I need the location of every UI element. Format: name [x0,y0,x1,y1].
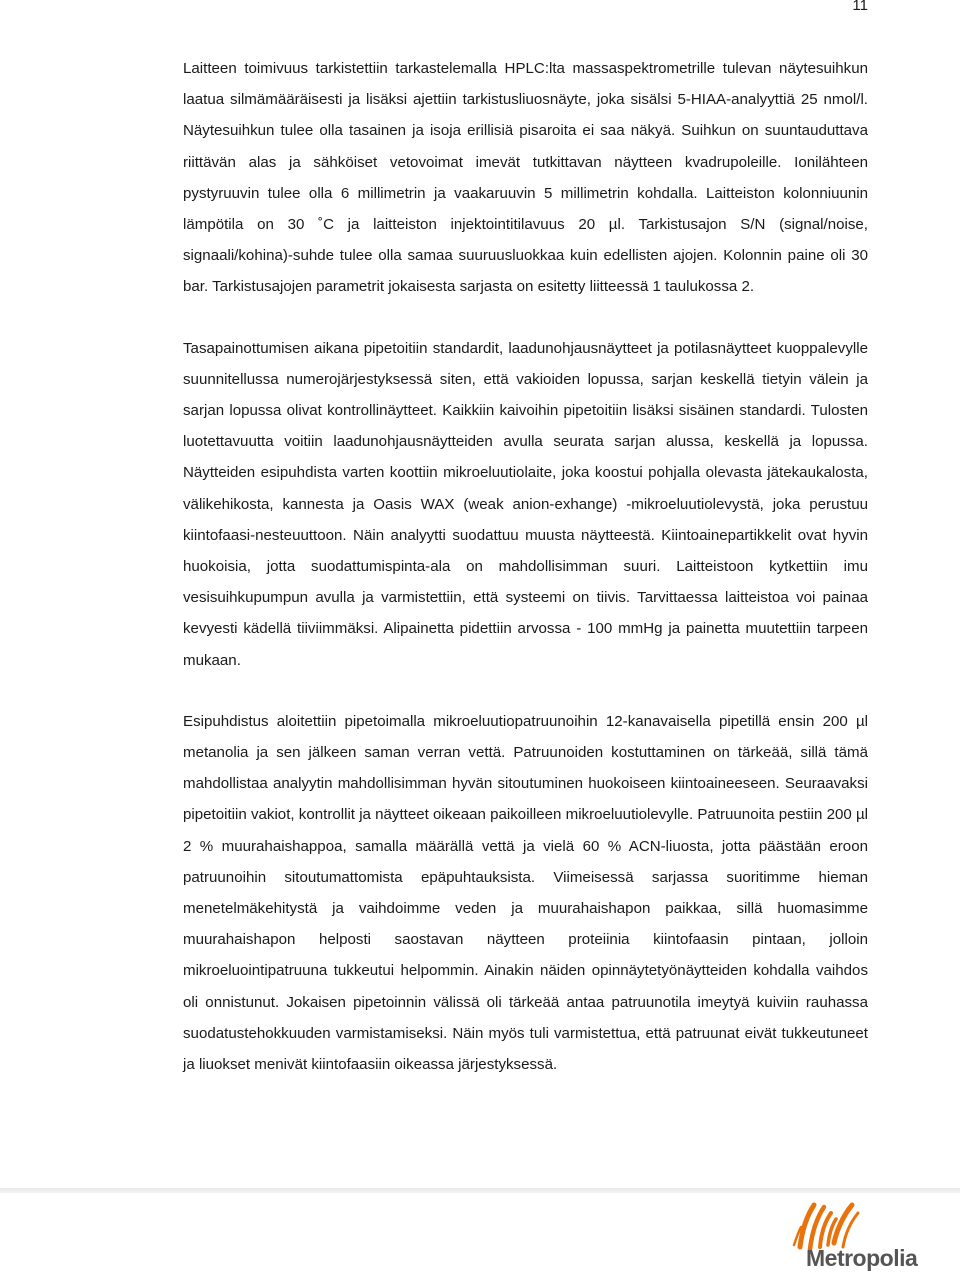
paragraph-instrument-check: Laitteen toimivuus tarkistettiin tarkastelemalla HPLC:lta massaspektrometrille tulevan näytesuihkun laatua silmämääräisesti ja lisäksi ajettiin tarkistusliuosnäyte, joka sisälsi 5-HIAA-analyyttiä 25 nmol/l. Näytesuihkun tulee olla tasainen ja isoja erillisiä pisaroita ei saa näkyä. Suihkun on suuntauduttava riittävän alas ja sähköiset vetovoimat imevät tutkittavan näytteen kvadrupoleille. Ionilähteen pystyruuvin tulee olla 6 millimetrin ja vaakaruuvin 5 millimetrin kohdalla. Laitteiston kolonniuunin lämpötila on 30 ˚C ja laitteiston injektointitilavuus 20 µl. Tarkistusajon S/N (signal/noise, signaali/kohina)-suhde tulee olla samaa suuruusluokkaa kuin edellisten ajojen. Kolonnin paine oli 30 bar. Tarkistusajojen parametrit jokaisesta sarjasta on esitetty liitteessä 1 taulukossa 2. [183,60,868,296]
metropolia-logo [790,1195,930,1276]
paragraph-pretreatment: Esipuhdistus aloitettiin pipetoimalla mikroeluutiopatruunoihin 12-kanavaisella pipetillä ensin 200 µl metanolia ja sen jälkeen saman verran vettä. Patruunoiden kostuttaminen on tärkeää, sillä tämä mahdollistaa analyytin mahdollisimman hyvän sitoutuminen huokoiseen kiintoaineeseen. Seuraavaksi pipetoitiin vakiot, kontrollit ja näytteet oikeaan paikoilleen mikroeluutiolevylle. Patruunoita pestiin 200 µl 2 % muurahaishappoa, samalla määrällä vettä ja vielä 60 % ACN-liuosta, jotta päästään eroon patruunoihin sitoutumattomista epäpuhtauksista. Viimeisessä sarjassa suoritimme hieman menetelmäkehitystä ja vaihdoimme veden ja muurahaishapon paikkaa, sillä huomasimme muurahaishapon helposti saostavan näytteen proteiinia kiintofaasin pintaan, jolloin mikroeluointipatruuna tukkeutui helpommin. Ainakin näiden opinnäytetyönäytteiden kohdalla vaihdos oli onnistunut. Jokaisen pipetoinnin välissä oli tärkeää antaa patruunotila imeytyä kuiviin rauhassa suodatustehokkuuden varmistamiseksi. Näin myös tuli varmistettua, että patruunat eivät tukkeutuneet ja liuokset menivät kiintofaasiin oikeassa järjestyksessä. [183,712,868,1074]
paragraph-equilibration: Tasapainottumisen aikana pipetoitiin standardit, laadunohjausnäytteet ja potilasnäytteet kuoppalevylle suunnitellussa numerojärjestyksessä siten, että vakioiden lopussa, sarjan keskellä tietyin välein ja sarjan lopussa olivat kontrollinäytteet. Kaikkiin kaivoihin pipetoitiin lisäksi sisäinen standardi. Tulosten luotettavuutta voitiin laadunohjausnäytteiden avulla seurata sarjan alussa, keskellä ja lopussa. Näytteiden esipuhdista varten koottiin mikroeluutiolaite, joka koostui pohjalla olevasta jätekaukalosta, välikehikosta, kannesta ja Oasis WAX (weak anion-exhange) -mikroeluutiolevystä, joka perustuu kiintofaasi-nesteuuttoon. Näin analyytti suodattuu muusta näytteestä. Kiintoainepartikkelit ovat hyvin huokoisia, jotta suodattumispinta-ala on mahdollisimman suuri. Laitteistoon kytkettiin imu vesisuihkupumpun avulla ja varmistettiin, että systeemi on tiivis. Tarvittaessa laitteistoa voi painaa kevyesti kädellä tiiviimmäksi. Alipainetta pidettiin arvossa - 100 mmHg ja painetta muutettiin tarpeen mukaan. [183,339,868,669]
document-body [183,53,868,1080]
metropolia-flame-logo-icon [790,1195,930,1251]
logo-text: Metropolia [806,1245,918,1271]
footer-divider [0,1188,960,1193]
page-number: 11 [852,0,868,14]
